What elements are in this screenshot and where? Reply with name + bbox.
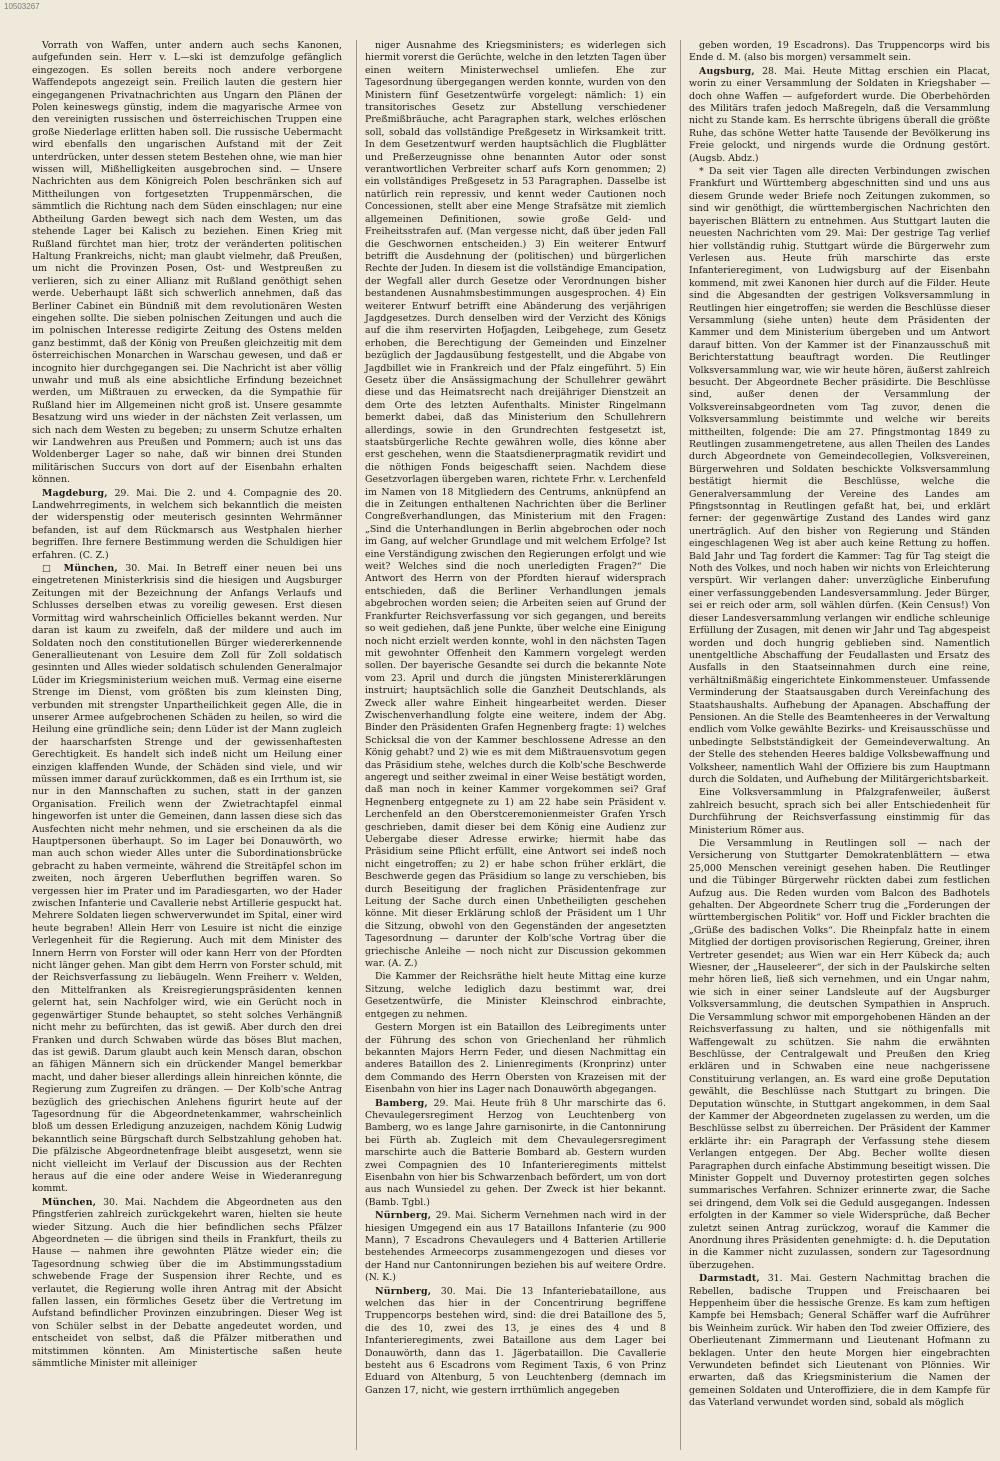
newspaper-columns xyxy=(32,40,990,1450)
dateline: Nürnberg, xyxy=(375,1210,432,1222)
dateline: Augsburg, xyxy=(699,65,755,77)
dateline: Darmstadt, xyxy=(699,1273,760,1285)
article-paragraph xyxy=(365,1022,666,1096)
article-paragraph xyxy=(689,40,990,65)
paragraph-text: 30. Mai. Nachdem die Abgeordneten aus den Pfingstferien zahlreich zurückgekehrt waren, hielten sie heute wieder Sitzung. Auch die hier befindlichen sechs Pfälzer Abgeordneten — die übrigen sind theils in Frankfurt, theils zu Hause — nahmen ihre gewohnten Plätze wieder ein; die Tagesordnung schwieg über die im Abstimmungsstadium schwebende Frage der Suspension ihrer Rechte, und es verlautet, die Regierung wolle ihren Antrag mit der Absicht fallen lassen, ein förmliches Gesetz über die Vertretung im Aufstand befindlicher Provinzen einzubringen. Dieser Weg ist von Schüler selbst in der Debatte angedeutet worden, und entscheidet von selbst, daß die Pfälzer mitberathen und mitstimmen könnten. Am Ministertische saßen heute sämmtliche Minister mit alleiniger xyxy=(32,1196,342,1370)
article-paragraph xyxy=(365,1098,666,1210)
paragraph-text: geben worden, 19 Escadrons). Das Truppencorps wird bis Ende d. M. (also bis morgen) versammelt sein. xyxy=(689,40,990,64)
paragraph-text: 30. Mai. In Betreff einer neuen bei uns eingetretenen Ministerkrisis sind die hiesigen und Augsburger Zeitungen mit der Bezeichnung der Anfangs Verlaufs und Schlusses derselben etwas zu voreilig gewesen. Erst diesen Vormittag wird wahrscheinlich Officielles bekannt werden. Nur daran ist kaum zu zweifeln, daß der mildere und auch im Soldaten noch den constitutionellen Bürger wiedererkennende Generallieutenant von Lesuire dem Zoll für Zoll soldatisch gesinnten und Alles wieder soldatisch schulenden Generalmajor Lüder im Kriegsministerium weichen muß. Vermag eine eiserne Strenge im Dienst, vom größten bis zum kleinsten Ding, verbunden mit strengster Unpartheilichkeit gegen Alle, die in unserer Armee aufgebrochenen Schäden zu heilen, so wird die Heilung eine gründliche sein; denn Lüder ist der Mann zugleich der haarscharfsten Strenge und der gewissenhaftesten Gerechtigkeit. Es handelt sich indeß nicht um Heilung einer einzigen klaffenden Wunde, der Schäden sind viele, und wir müssen immer darauf zurückkommen, daß es ein Irrthum ist, sie nur in den Mannschaften zu suchen, statt in der ganzen Organisation. Freilich wenn der Zwietrachtapfel einmal hingeworfen ist unter die Gemeinen, dann lassen diese sich das Ausfechten nicht mehr nehmen, und sie erscheinen da als die Hauptpersonen überhaupt. So im Lager bei Donauwörth, wo man auch schon wieder Alles unter die Subordinationsbrücke gebracht zu haben vermeinte, während die Streitäpfel schon im zweiten, noch ärgeren Ueberfluthen begriffen waren. So vergessen hier im Prater und im Paradiesgarten, wo der Hader zwischen Infanterie und Cavallerie nebst Artillerie gespuckt hat. Mehrere Soldaten liegen schwerverwundet im Spital, einer wird heute begraben! Allein Herr von Lesuire ist nicht die einzige Verlegenheit für die Regierung. Auch mit dem Minister des Innern Herrn von Forster will oder kann Herr von der Pfordten nicht länger gehen. Man gibt dem Herrn von Forster schuld, mit der Reichsverfassung zu liebäugeln. Wenn Freiherr v. Welden, den Mittelfranken als Kreisregierungspräsidenten kennen gelernt hat, sein Nachfolger wird, wie ein Gerücht noch in gegenwärtiger Stunde behauptet, so steht solches Verhängniß nicht mehr zu befürchten, das ist gewiß. Aber durch den drei Franken und durch Schwaben würde das böses Blut machen, das ist gewiß. Darum glaubt auch kein Mensch daran, obschon an fähigen Männern sich ein drückender Mangel bemerkbar macht, und daher bieser allerdings allein hinreichen könnte, die Regierung zum Zugreifen zu drängen. — Der Kolb'sche Antrag bezüglich des griechischen Anlehens figurirt heute auf der Tagesordnung für die Abgeordnetenkammer, wahrscheinlich bloß um dessen Erledigung anzuzeigen, nachdem König Ludwig bekanntlich seine Bürgschaft durch Selbstzahlung gehoben hat. Die pfälzische Abgeordnetenfrage bleibt ausgesetzt, wenn sie nicht vielleicht im Verlauf der Discussion aus der Rechten heraus auf die eine oder andere Weise in Wiederanregung kommt. xyxy=(32,563,342,1195)
paragraph-text: Eine Volksversammlung in Pfalzgrafenweiler, äußerst zahlreich besucht, sprach sich bei aller Entschiedenheit für Durchführung der Reichsverfassung einstimmig für das Ministerium Römer aus. xyxy=(689,787,990,836)
article-paragraph xyxy=(689,787,990,837)
paragraph-text: niger Ausnahme des Kriegsministers; es widerlegen sich hiermit vorerst die Gerüchte, welche in den letzten Tagen über einen weitern Ministerwechsel umliefen. Ehe zur Tagesordnung übergegangen werden konnte, wurden von den Ministern fünf Gesetzentwürfe vorgelegt: nämlich: 1) ein transitorisches Gesetz zur Abstellung verschiedener Preßmißbräuche, acht Paragraphen stark, welches erlöschen soll, sobald das vollständige Preßgesetz in Wirksamkeit tritt. In dem Gesetzentwurf werden hauptsächlich die Flugblätter und Preßerzeugnisse ohne benannten Autor oder sonst verantwortlichen Verbreiter scharf aufs Korn genommen; 2) ein vollständiges Preßgesetz in 53 Paragraphen. Dasselbe ist natürlich rein repressiv, und kennt weder Cautionen noch Concessionen, stellt aber eine Menge Strafsätze mit ziemlich allgemeinen Definitionen, sowie große Geld- und Freiheitsstrafen auf. (Man vergesse nicht, daß über jeden Fall die Geschwornen entscheiden.) 3) Ein weiterer Entwurf betrifft die Ausdehnung der (politischen) und bürgerlichen Rechte der Juden. In diesem ist die vollständige Emancipation, der Wegfall aller durch Gesetze oder Verordnungen bisher bestandenen Ausnahmsbestimmungen ausgesprochen. 4) Ein weiterer Entwurf betrifft eine Abänderung des verjährigen Jagdgesetzes. Durch denselben wird der Verzicht des Königs auf die ihm reservirten Hofjagden, Leibgehege, zum Gesetz erhoben, die Berechtigung der Gemeinden und Einzelner bezüglich der Jagdausübung festgestellt, und die Abgabe von Jagdbillet wie in Frankreich und der Pfalz eingeführt. 5) Ein Gesetz über die Ansässigmachung der Schullehrer gewährt diese und das Heimatsrecht nach dreijähriger Dienstzeit an dem Orte des letzten Aufenthalts. Minister Ringelmann bemerkt dabei, daß das Ministerium den Schullehrern allerdings, sowie in den Grundrechten festgesetzt ist, staatsbürgerliche Rechte gewähren wolle, dies könne aber erst geschehen, wenn die Staatsdienerpragmatik revidirt und die nöthigen Fonds beigeschafft seien. Nachdem diese Gesetzvorlagen übergeben waren, richtete Frhr. v. Lerchenfeld im Namen von 18 Mitgliedern des Centrums, anknüpfend an die in Zeitungen enthaltenen Nachrichten über die Berliner Congreßverhandlungen, das Ministerium mit den Fragen: „Sind die Unterhandlungen in Berlin abgebrochen oder noch im Gang, auf welcher Grundlage und mit welchem Erfolge? Ist eine Verständigung zwischen den Regierungen erfolgt und wie weit? Welches sind die noch unerledigten Fragen?“ Die Antwort des Herrn von der Pfordten hierauf widersprach entschieden, daß die Berliner Verhandlungen jemals abgebrochen worden seien; die Arbeiten seien auf Grund der Frankfurter Reichsverfassung vor sich gegangen, und bereits so weit gediehen, daß jene Punkte, über welche eine Einigung noch nicht erzielt werden konnte, wohl in den nächsten Tagen mit gewohnter Offenheit den Kammern vorgelegt werden sollen. Der bayerische Gesandte sei durch die bekannte Note vom 23. April und durch die jüngsten Ministererklärungen instruirt; hauptsächlich solle die Ganzheit Deutschlands, als Zweck aller wahre Einheit hingearbeitet werden. Dieser Zwischenverhandlung folgte eine weitere, indem der Abg. Binder den Präsidenten Grafen Hegnenberg fragte: 1) welches Schicksal die von der Kammer beschlossene Adresse an den König gehabt? und 2) wie es mit dem Mißtrauensvotum gegen das Präsidium stehe, welches durch die Kolb'sche Beschwerde angeregt und seither zweimal in einer Weise bestätigt worden, daß man noch in keiner Kammer vorgekommen sei? Graf Hegnenberg entgegnete zu 1) am 22 habe sein Präsident v. Lerchenfeld an den Oberstceremonienmeister Grafen Yrsch geschrieben, damit dieser bei dem König eine Audienz zur Uebergabe dieser Adresse erwirke; hiermit habe das Präsidium seine Pflicht erfüllt, eine Antwort sei indeß noch nicht eingetroffen; zu 2) er habe schon früher erklärt, die Beschwerde gegen das Präsidium so lange zu verschieben, bis durch Beseitigung der fraglichen Präsidentenfrage zur Leitung der Sache durch einen Unbetheiligten geschehen könne. Mit dieser Erklärung schloß der Präsident um 1 Uhr die Sitzung, obwohl von den Gegenständen der angesetzten Tagesordnung — darunter der Kolb'sche Vortrag über die griechische Anleihe — noch nicht zur Discussion gekommen war. (A. Z.) xyxy=(365,40,666,970)
article-paragraph xyxy=(32,1197,342,1371)
article-paragraph xyxy=(689,66,990,165)
article-paragraph xyxy=(365,40,666,970)
paragraph-text: 30. Mai. Die 13 Infanteriebataillone, aus welchen das hier in der Concentrirung begriffene Truppencorps bestehen wird, sind: die drei Bataillone des 5, die des 10, zwei des 13, je eines des 4 und 8 Infanterieregiments, zwei Bataillone aus dem Lager bei Donauwörth, dann das 1. Jägerbataillon. Die Cavallerie besteht aus 6 Escadrons vom Regiment Taxis, 6 von Prinz Eduard von Altenburg, 5 von Leuchtenberg (demnach im Ganzen 17, nicht, wie gestern irrthümlich angegeben xyxy=(365,1285,666,1396)
paragraph-text: 29. Mai. Heute früh 8 Uhr marschirte das 6. Chevaulegersregiment Herzog von Leuchtenberg von Bamberg, wo es lange Jahre garnisonirte, in die Cantonnirung bei Fürth ab. Zugleich mit dem Chevaulegersregiment marschirte auch die Batterie Bombard ab. Gestern wurden zwei Compagnien des 10 Infanterieregiments mittelst Eisenbahn von hier bis Schwarzenbach befördert, um von dort aus nach Wunsiedel zu gehen. Der Zweck ist hier bekannt. (Bamb. Tgbl.) xyxy=(365,1097,666,1208)
paragraph-text: 29. Mai. Sicherm Vernehmen nach wird in der hiesigen Umgegend ein aus 17 Bataillons Infanterie (zu 900 Mann), 7 Escadrons Chevaulegers und 4 Batterien Artillerie bestehendes Armeecorps zusammengezogen und dieses vor der Hand nur Cantonnirungen beziehen bis auf weitere Ordre. (N. K.) xyxy=(365,1210,666,1284)
article-paragraph xyxy=(32,563,342,1196)
paragraph-text: Die Kammer der Reichsräthe hielt heute Mittag eine kurze Sitzung, welche lediglich dazu bestimmt war, drei Gesetzentwürfe, die Minister Kleinschrod einbrachte, entgegen zu nehmen. xyxy=(365,971,666,1020)
dateline: Magdeburg, xyxy=(42,487,108,499)
article-paragraph xyxy=(32,40,342,487)
paragraph-text: 29. Mai. Die 2. und 4. Compagnie des 20. Landwehrregiments, in welchem sich bekanntlich die meisten der widerspenstig oder meuterisch gesinnten Wehrmänner befanden, ist auf dem Rückmarsch aus Westphalen hierher begriffen. Ihre fernere Bestimmung werden die Schuldigen hier erfahren. (C. Z.) xyxy=(32,487,342,561)
article-paragraph xyxy=(365,1210,666,1284)
paragraph-text: 28. Mai. Heute Mittag erschien ein Placat, worin zu einer Versammlung der Soldaten in Kriegshaber — doch ohne Waffen — aufgefordert wurde. Die Oberbehörden des Militärs trafen jedoch Maßregeln, daß die Versammlung nicht zu Stande kam. Es herrschte übrigens überall die größte Ruhe, das schöne Wetter hatte Tausende der Bevölkerung ins Freie gelockt, und nirgends wurde die Ordnung gestört. (Augsb. Abdz.) xyxy=(689,65,990,164)
article-paragraph xyxy=(689,166,990,786)
dateline: □ München, xyxy=(42,563,118,575)
column-3 xyxy=(680,40,990,1450)
article-paragraph xyxy=(365,1286,666,1398)
dateline: Bamberg, xyxy=(375,1097,428,1109)
column-1 xyxy=(32,40,342,1450)
article-paragraph xyxy=(32,488,342,562)
paragraph-text: * Da seit vier Tagen alle directen Verbindungen zwischen Frankfurt und Württemberg abgeschnitten sind und uns aus diesem Grunde weder Briefe noch Zeitungen zukommen, so sind wir genöthigt, die württembergischen Nachrichten den bayerischen Blättern zu entnehmen. Aus Stuttgart lauten die neuesten Nachrichten vom 29. Mai: Der gestrige Tag verlief hier vollständig ruhig. Stuttgart würde die Bürgerwehr zum Verlesen aus. Heute früh marschirte das erste Infanterieregiment, von Ludwigsburg auf der Eisenbahn kommend, mit zwei Kanonen hier durch auf die Filder. Heute sind die Abgesandten der gestrigen Volksversammlung in Reutlingen hier eingetroffen; sie werden die Beschlüsse dieser Versammlung (siehe unten) heute dem Präsidenten der Kammer und dem Ministerium übergeben und um Antwort darauf bitten. Von der Kammer ist der Finanzausschuß mit Berichterstattung beauftragt worden. Die Reutlinger Volksversammlung war, wie wir heute hören, äußerst zahlreich besucht. Der Abgeordnete Becher präsidirte. Die Beschlüsse sind, außer denen der Versammlung der Volksvereinsabgeordneten vom Tag zuvor, denen die Volksversammlung beistimmte und welche wir bereits mittheilten, folgende: Die am 27. Pfingstmontag 1849 zu Reutlingen zusammengetretene, aus allen Theilen des Landes durch Abgeordnete von Gemeindecollegien, Volksvereinen, Bürgerwehren und Soldaten beschickte Volksversammlung bestätigt hiermit die Beschlüsse, welche die Generalversammlung der Vereine des Landes am Pfingstsonntag in Reutlingen gefaßt hat, bei, und erklärt ferner: der gegenwärtige Zustand des Landes wird ganz unerträglich. Auf den bisher von Regierung und Ständen eingeschlagenen Weg ist aber auch keine Rettung zu hoffen. Bald Jahr und Tag fordert die Kammer: Tag für Tag steigt die Noth des Volkes, und noch haben wir nichts von Erleichterung verspürt. Wir verlangen daher: unverzügliche Einberufung einer verfassunggebenden Landesversammlung. Jeder Bürger, sei er reich oder arm, soll wählen dürfen. (Kein Census!) Von dieser Landesversammlung verlangen wir endliche schleunige Erfüllung der Zusagen, mit denen wir Jahr und Tag abgespeist worden und doch hungrig geblieben sind. Namentlich unentgeltliche Abschaffung der Feudallasten und Ersatz des Ausfalls in den Staatseinnahmen durch eine reine, verhältnißmäßig eingerichtete Einkommensteuer. Umfassende Verminderung der Staatsausgaben durch Vereinfachung des Staatshaushalts. Aufhebung der Apanagen. Abschaffung der Pensionen. An die Stelle des Beamtenheeres in der Verwaltung endlich vom Volke gewählte Bezirks- und Kreisausschüsse und unbedingte Selbstständigkeit der Gemeindeverwaltung. An der Stelle des stehenden Heeres baldige Volksbewaffnung und Volksheer, namentlich Wahl der Offiziere bis zum Hauptmann durch die Soldaten, und Aufhebung der Militärgerichtsbarkeit. xyxy=(689,166,990,785)
paragraph-text: 31. Mai. Gestern Nachmittag brachen die Rebellen, badische Truppen und Freischaaren bei Heppenheim über die hessische Grenze. Es kam zum heftigen Kampfe bei Hemsbach; General Schäffer warf die Aufrührer bis Weinheim zurück. Wir haben den Tod zweier Offiziere, des Oberlieutenant Zimmermann und Lieutenant Hofmann zu beklagen. Unter den heute Morgen hier eingebrachten Verwundeten befindet sich Lieutenant von Plönnies. Wir erwarten, daß das Kriegsministerium die Namen der gemeinen Soldaten und Unteroffiziere, die in dem Kampfe für das Vaterland verwundet worden sind, sobald als möglich xyxy=(689,1273,990,1409)
column-2 xyxy=(356,40,666,1450)
page-identifier: 10503267 xyxy=(4,2,40,11)
paragraph-text: Gestern Morgen ist ein Bataillon des Leibregiments unter der Führung des schon von Griechenland her rühmlich bekannten Majors Herrn Feder, und diesen Nachmittag ein anderes Bataillon des 2. Linienregiments (Kronprinz) unter dem Commando des Herrn Obersten von Krazeisen mit der Eisenbahn von hier ins Lager nach Donauwörth abgegangen. xyxy=(365,1022,666,1096)
article-paragraph xyxy=(365,971,666,1021)
paragraph-text: Die Versammlung in Reutlingen soll — nach der Versicherung von Stuttgarter Demokratenblättern — etwa 25,000 Menschen vereinigt gesehen haben. Die Reutlinger und die Tübinger Bürgerwehr rückten dabei zum festlichen Aufzug aus. Die Reden wurden vom Balcon des Badhotels gehalten. Der Abgeordnete Scherr trug die „Forderungen der württembergischen Politik“ vor. Hoff und Fickler brachten die „Grüße des badischen Volks“. Die Rheinpfalz hatte in einem Mitglied der dortigen provisorischen Regierung, Greiner, ihren Vertreter gesendet; aus Wien war ein Herr Kübeck da; auch Wiesner, der „Hauseleerer“, der sich in der Paulskirche selten mehr hören ließ, ließ sich vernehmen, und ein Ungar nahm, wie sich in einer seiner Landsleute auf der Augsburger Volksversammlung, die deutschen Sympathien in Anspruch. Die Versammlung schwor mit emporgehobenen Händen an der Reichsverfassung zu halten, und sie nöthigenfalls mit Waffengewalt zu schützen. Sie nahm die erwähnten Beschlüsse, der Centralgewalt und Preußen den Krieg erklären und in Schwaben eine neue nachgerissene Constituirung verlangen, an. Es ward eine große Deputation gewählt, die Beschlüsse nach Stuttgart zu bringen. Die Deputation wünschte, in Stuttgart angekommen, in dem Saal der Kammer der Abgeordneten zugelassen zu werden, um die Beschlüsse selbst zu überreichen. Der Präsident der Kammer erklärte ihr: ein Paragraph der Verfassung stehe diesem Verlangen entgegen. Der Abg. Becher wollte diesen Paragraphen durch einfache Abstimmung beseitigt wissen. Die Minister Goppelt und Duvernoy protestirten gegen solches summarisches Verfahren. Schnizer erinnerte zwar, die Sache sei dringend, dem Volk sei die Geduld ausgegangen. Indessen erfolgten in der Kammer so viele Widersprüche, daß Becher zuletzt seinen Antrag zurückzog, worauf die Kammer die Anordnung ihres Präsidenten genehmigte: d. h. die Deputation in die Kammer nicht zuzulassen, sondern zur Tagesordnung überzugehen. xyxy=(689,838,990,1271)
article-paragraph xyxy=(689,838,990,1272)
dateline: Nürnberg, xyxy=(375,1285,432,1297)
paragraph-text: Vorrath von Waffen, unter andern auch sechs Kanonen, aufgefunden sein. Herr v. L—ski ist demzufolge gefänglich eingezogen. Es sollen bereits noch andere verborgene Waffendepots angezeigt sein. Freilich lauten die gestern hier eingegangenen Privatnachrichten aus Ungarn den Plänen der Polen keineswegs günstig, indem die magyarische Armee von den vereinigten russischen und österreichischen Truppen eine große Niederlage erlitten haben soll. Die russische Uebermacht wird ebenfalls den ungarischen Aufstand mit der Zeit unterdrücken, unter dessen stetem Bestehen ohne, wie man hier wissen will, Mißhelligkeiten ausgebrochen sind. — Unsere Nachrichten aus dem Königreich Polen beschränken sich auf Mittheilungen von fortgesetzten Truppenmärschen, die sämmtlich die Richtung nach dem Süden einschlagen; nur eine Abtheilung Garden bewegt sich nach dem Westen, um das stehende Lager bei Kalisch zu beziehen. Einen Krieg mit Rußland fürchtet man hier, trotz der veränderten politischen Haltung Frankreichs, nicht; man glaubt vielmehr, daß Preußen, um nicht die Provinzen Posen, Ost- und Westpreußen zu verlieren, sich zu einer Allianz mit Rußland genöthigt sehen werde. Ueberhaupt läßt sich schwerlich annehmen, daß das Berliner Cabinet ein Bündniß mit dem revolutionären Westen eingehen sollte. Die sieben polnischen Zeitungen und auch die im polnischen Interesse redigirte Zeitung des Ostens melden ganz bestimmt, daß der König von Preußen gleichzeitig mit dem österreichischen Monarchen in Warschau gewesen, und daß er incognito hier durchgegangen sei. Die Nachricht ist aber völlig unwahr und muß als eine absichtliche Erfindung bezeichnet werden, um Mißtrauen zu erwecken, da die Sympathie für Rußland hier im Allgemeinen nicht groß ist. Unsere gesammte Besatzung wird uns wieder in der nächsten Zeit verlassen, um sich nach dem Westen zu begeben; zu unserm Schutze erhalten wir Landwehren aus Preußen und Pommern; auch ist uns das Woldenberger Lager so nahe, daß wir binnen drei Stunden militärischen Succurs von dort auf der Eisenbahn erhalten können. xyxy=(32,40,342,486)
article-paragraph xyxy=(689,1273,990,1409)
dateline: München, xyxy=(42,1196,97,1208)
